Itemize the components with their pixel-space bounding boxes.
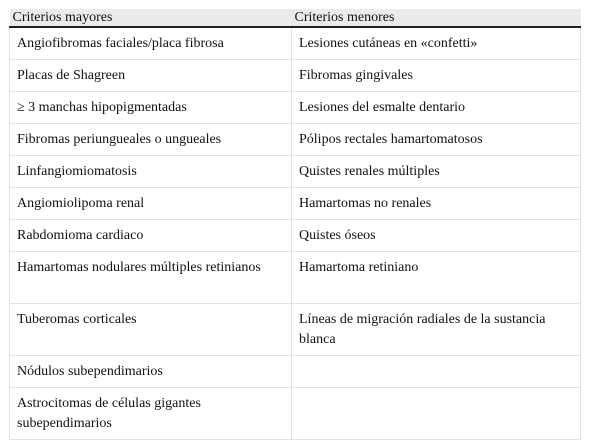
major-criterion-cell: Linfangiomiomatosis <box>10 156 292 188</box>
header-major-criteria: Criterios mayores <box>10 9 292 27</box>
major-criterion-cell: Angiofibromas faciales/placa fibrosa <box>10 27 292 60</box>
table-row <box>10 156 581 188</box>
table-header-row <box>10 9 581 27</box>
criteria-table-container <box>9 9 580 440</box>
major-criterion-cell: ≥ 3 manchas hipopigmentadas <box>10 92 292 124</box>
table-row <box>10 220 581 252</box>
minor-criterion-cell: Quistes renales múltiples <box>292 156 581 188</box>
minor-criterion-cell: Hamartoma retiniano <box>292 252 581 304</box>
table-row <box>10 356 581 388</box>
minor-criterion-cell: Fibromas gingivales <box>292 60 581 92</box>
table-row <box>10 92 581 124</box>
header-minor-criteria: Criterios menores <box>292 9 581 27</box>
major-criterion-cell: Nódulos subependimarios <box>10 356 292 388</box>
table-row <box>10 27 581 60</box>
major-criterion-cell: Placas de Shagreen <box>10 60 292 92</box>
table-row <box>10 124 581 156</box>
table-row <box>10 252 581 304</box>
major-criterion-cell: Angiomiolipoma renal <box>10 188 292 220</box>
table-row <box>10 60 581 92</box>
criteria-table <box>9 9 581 440</box>
major-criterion-cell: Hamartomas nodulares múltiples retinianos <box>10 252 292 304</box>
minor-criterion-cell: Lesiones del esmalte dentario <box>292 92 581 124</box>
table-row <box>10 388 581 440</box>
minor-criterion-cell: Hamartomas no renales <box>292 188 581 220</box>
major-criterion-cell: Rabdomioma cardiaco <box>10 220 292 252</box>
minor-criterion-cell <box>292 356 581 388</box>
minor-criterion-cell: Líneas de migración radiales de la sustancia blanca <box>292 304 581 356</box>
minor-criterion-cell <box>292 388 581 440</box>
major-criterion-cell: Astrocitomas de células gigantes subependimarios <box>10 388 292 440</box>
major-criterion-cell: Fibromas periungueales o ungueales <box>10 124 292 156</box>
table-row <box>10 188 581 220</box>
minor-criterion-cell: Pólipos rectales hamartomatosos <box>292 124 581 156</box>
table-row <box>10 304 581 356</box>
minor-criterion-cell: Lesiones cutáneas en «confetti» <box>292 27 581 60</box>
major-criterion-cell: Tuberomas corticales <box>10 304 292 356</box>
minor-criterion-cell: Quistes óseos <box>292 220 581 252</box>
